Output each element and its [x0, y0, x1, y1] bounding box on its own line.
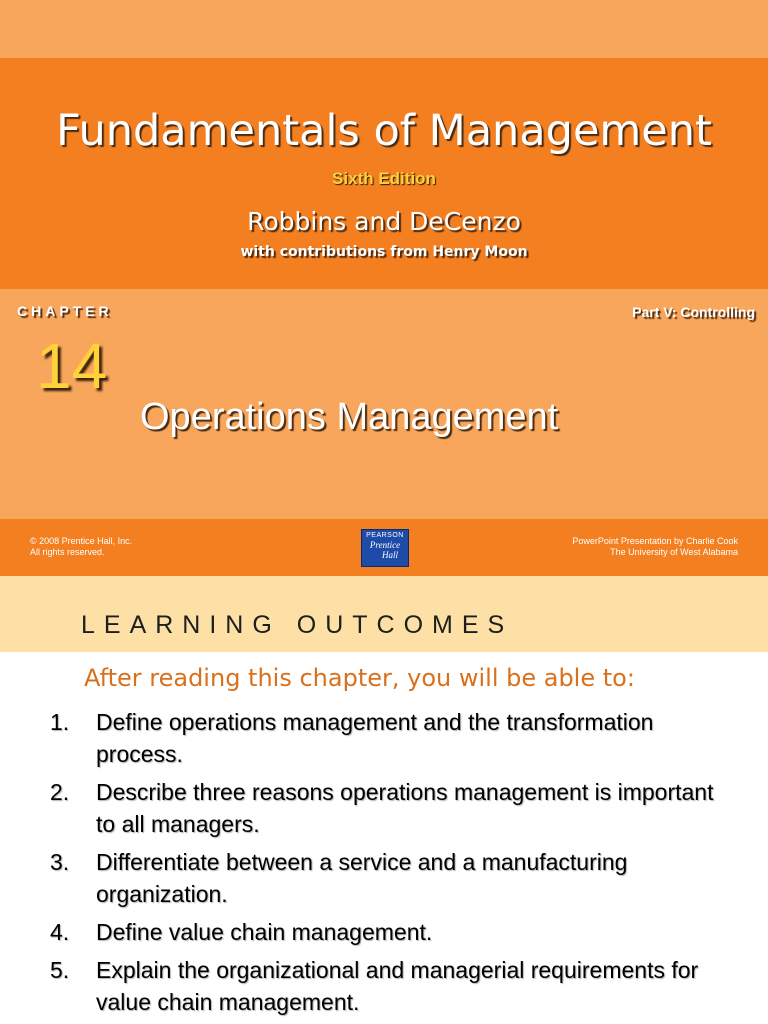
- outcome-number: 1.: [50, 709, 70, 735]
- logo-pearson-text: PEARSON: [366, 532, 404, 539]
- outcome-item: [0, 916, 768, 948]
- credit-author-line: PowerPoint Presentation by Charlie Cook: [572, 536, 738, 546]
- book-title: Fundamentals of Management: [56, 106, 712, 156]
- outcome-text: Define value chain management.: [96, 919, 433, 945]
- chapter-title: Operations Management: [140, 396, 559, 438]
- outcome-number: 3.: [50, 849, 70, 875]
- authors: Robbins and DeCenzo: [247, 207, 521, 236]
- part-label: Part V: Controlling: [632, 304, 755, 320]
- outcome-item: [0, 954, 768, 1018]
- credit-university-line: The University of West Alabama: [610, 547, 738, 557]
- outcome-item: [0, 776, 768, 840]
- pearson-prentice-hall-logo: [361, 529, 409, 567]
- chapter-label: CHAPTER: [17, 303, 113, 319]
- logo-hall-text: Hall: [381, 550, 398, 560]
- copyright-notice: [30, 536, 132, 558]
- outcome-number: 5.: [50, 957, 70, 983]
- learning-outcomes-list: [0, 706, 768, 1024]
- outcome-text: Differentiate between a service and a manufacturing organization.: [96, 849, 628, 907]
- outcome-number: 4.: [50, 919, 70, 945]
- copyright-line: © 2008 Prentice Hall, Inc.: [30, 536, 133, 546]
- rights-line: All rights reserved.: [30, 547, 105, 557]
- presentation-credit: [572, 536, 738, 558]
- logo-prentice-text: Prentice: [369, 540, 401, 550]
- outcome-item: [0, 706, 768, 770]
- chapter-number: 14: [36, 330, 108, 402]
- contributions-note: with contributions from Henry Moon: [240, 244, 528, 260]
- outcome-text: Explain the organizational and managerial requirements for value chain management.: [96, 957, 699, 1015]
- outcome-text: Describe three reasons operations management is important to all managers.: [96, 779, 714, 837]
- edition-label: Sixth Edition: [332, 169, 436, 188]
- outcome-number: 2.: [50, 779, 70, 805]
- outcome-text: Define operations management and the transformation process.: [96, 709, 654, 767]
- learning-outcomes-intro: After reading this chapter, you will be able to:: [84, 664, 635, 692]
- top-band: [0, 0, 768, 58]
- outcome-item: [0, 846, 768, 910]
- learning-outcomes-heading: LEARNING OUTCOMES: [81, 611, 514, 639]
